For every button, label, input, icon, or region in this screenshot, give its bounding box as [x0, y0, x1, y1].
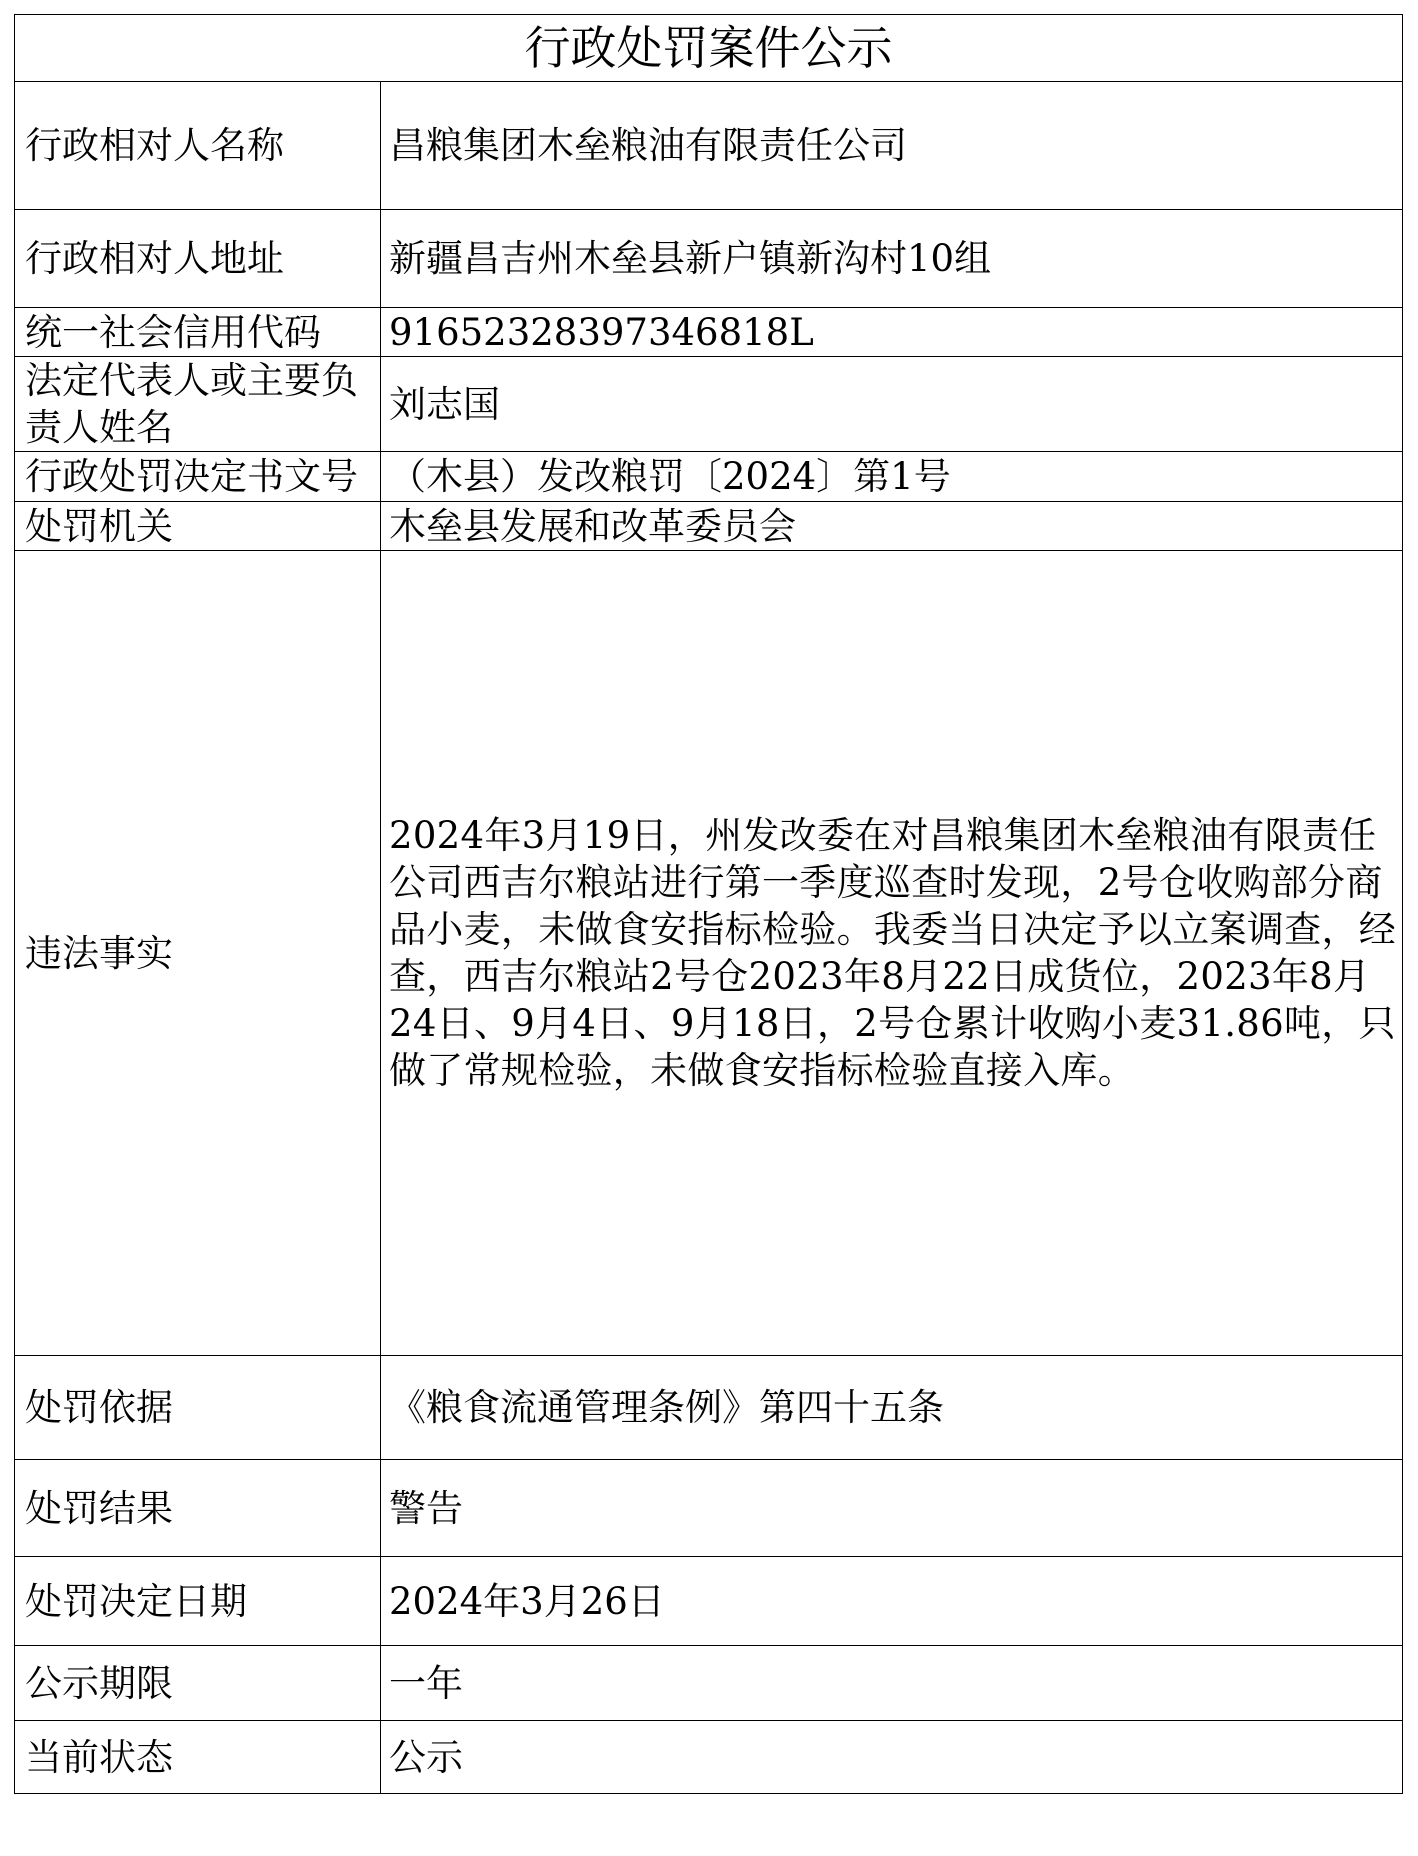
title-row: [15, 15, 1403, 82]
disclosure-period-label: 公示期限: [15, 1646, 381, 1721]
credit-code-label: 统一社会信用代码: [15, 308, 381, 357]
penalty-disclosure-table: [14, 14, 1403, 1794]
party-name-value: 昌粮集团木垒粮油有限责任公司: [381, 82, 1403, 210]
table-row: [15, 210, 1403, 308]
party-address-label: 行政相对人地址: [15, 210, 381, 308]
current-status-value: 公示: [381, 1721, 1403, 1794]
party-name-label: 行政相对人名称: [15, 82, 381, 210]
legal-representative-value: 刘志国: [381, 357, 1403, 452]
table-row: [15, 1646, 1403, 1721]
party-address-value: 新疆昌吉州木垒县新户镇新沟村10组: [381, 210, 1403, 308]
current-status-label: 当前状态: [15, 1721, 381, 1794]
legal-representative-label: 法定代表人或主要负责人姓名: [15, 357, 381, 452]
table-row: [15, 502, 1403, 551]
violation-facts-label: 违法事实: [15, 551, 381, 1356]
table-row: [15, 1356, 1403, 1460]
penalty-result-label: 处罚结果: [15, 1460, 381, 1557]
table-row: [15, 82, 1403, 210]
credit-code-value: 91652328397346818L: [381, 308, 1403, 357]
table-row: [15, 308, 1403, 357]
violation-facts-value: 2024年3月19日，州发改委在对昌粮集团木垒粮油有限责任公司西吉尔粮站进行第一季度巡查时发现，2号仓收购部分商品小麦，未做食安指标检验。我委当日决定予以立案调查，经查，西吉尔粮站2号仓2023年8月22日成货位，2023年8月24日、9月4日、9月18日，2号仓累计收购小麦31.86吨，只做了常规检验，未做食安指标检验直接入库。: [381, 551, 1403, 1356]
table-row: [15, 1460, 1403, 1557]
penalty-basis-label: 处罚依据: [15, 1356, 381, 1460]
table-row: [15, 357, 1403, 452]
page-title: 行政处罚案件公示: [15, 15, 1403, 82]
decision-number-value: （木县）发改粮罚〔2024〕第1号: [381, 452, 1403, 502]
table-row: [15, 551, 1403, 1356]
penalty-result-value: 警告: [381, 1460, 1403, 1557]
decision-date-label: 处罚决定日期: [15, 1557, 381, 1646]
penalty-basis-value: 《粮食流通管理条例》第四十五条: [381, 1356, 1403, 1460]
decision-date-value: 2024年3月26日: [381, 1557, 1403, 1646]
decision-number-label: 行政处罚决定书文号: [15, 452, 381, 502]
penalty-authority-label: 处罚机关: [15, 502, 381, 551]
disclosure-period-value: 一年: [381, 1646, 1403, 1721]
table-row: [15, 1721, 1403, 1794]
table-row: [15, 452, 1403, 502]
penalty-authority-value: 木垒县发展和改革委员会: [381, 502, 1403, 551]
table-row: [15, 1557, 1403, 1646]
